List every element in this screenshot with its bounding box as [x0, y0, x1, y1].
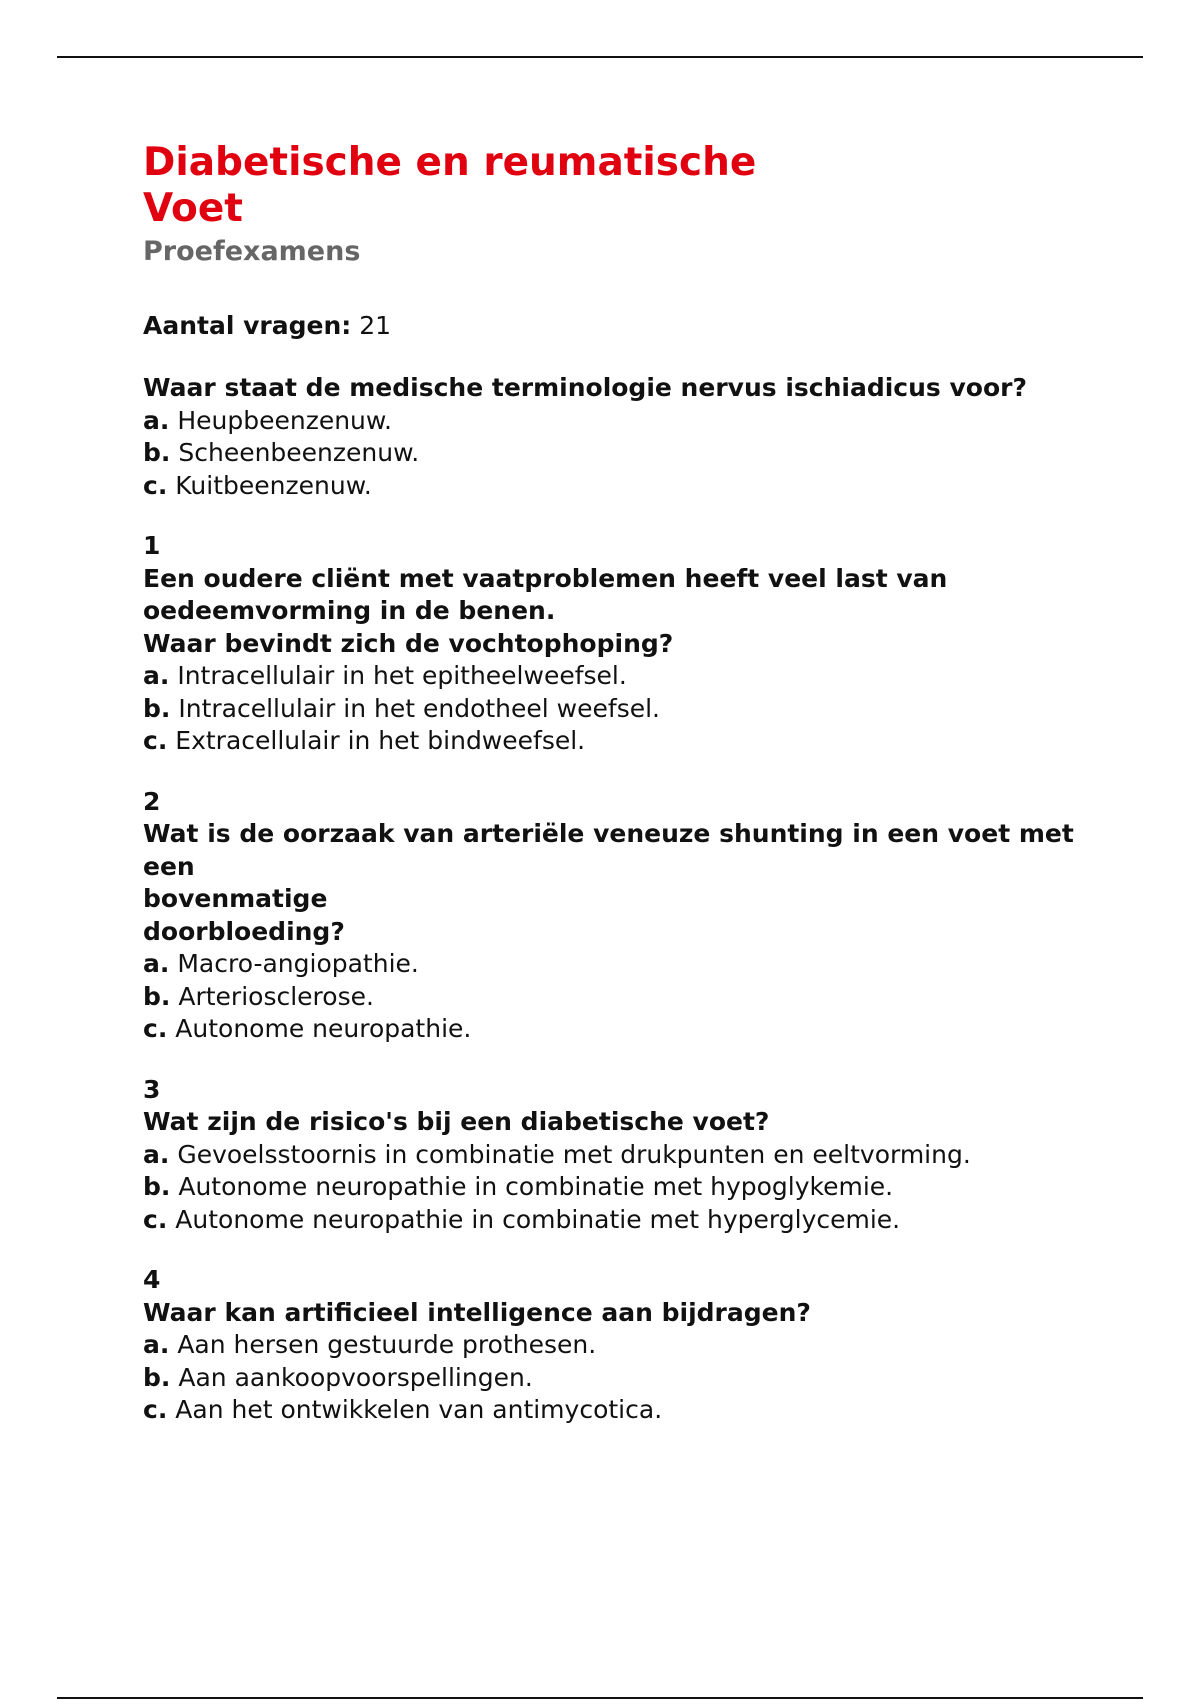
answer-option-letter: b.	[143, 981, 171, 1011]
answer-option	[143, 660, 1103, 693]
question-text: Waar staat de medische terminologie nervus ischiadicus voor?	[143, 373, 1027, 402]
question-count-label: Aantal vragen:	[143, 311, 352, 340]
answer-option-text: Aan het ontwikkelen van antimycotica.	[175, 1395, 663, 1424]
answer-option-letter: a.	[143, 949, 170, 978]
answer-option-text: Aan hersen gestuurde prothesen.	[177, 1330, 597, 1359]
document-subtitle: Proefexamens	[143, 236, 361, 267]
answer-option-text: Extracellulair in het bindweefsel.	[175, 726, 586, 755]
top-rule	[57, 56, 1143, 58]
answer-option	[143, 1362, 1103, 1395]
answer-option-text: Intracellulair in het epitheelweefsel.	[177, 661, 627, 690]
question-text: bovenmatige	[143, 884, 328, 913]
answer-option	[143, 1171, 1103, 1204]
question-number: 4	[143, 1265, 161, 1294]
answer-option-letter: c.	[143, 1014, 168, 1043]
answer-option	[143, 437, 1103, 470]
answer-option	[143, 1013, 1103, 1046]
answer-option-text: Aan aankoopvoorspellingen.	[178, 1362, 533, 1392]
question-count-value: 21	[359, 311, 392, 340]
answer-option	[143, 725, 1103, 758]
answer-option-text: Arteriosclerose.	[178, 981, 374, 1011]
question-text: Wat zijn de risico's bij een diabetische voet?	[143, 1107, 770, 1136]
answer-option-text: Autonome neuropathie.	[175, 1014, 472, 1043]
answer-option-text: Kuitbeenzenuw.	[175, 470, 372, 500]
question-block	[143, 786, 1103, 1046]
question-block	[143, 1074, 1103, 1237]
question-number: 1	[143, 531, 161, 560]
answer-option-letter: c.	[143, 726, 168, 755]
answer-option-text: Autonome neuropathie in combinatie met hyperglycemie.	[175, 1204, 901, 1234]
answer-option	[143, 405, 1103, 438]
question-text: Wat is de oorzaak van arteriële veneuze shunting in een voet met een	[143, 819, 1074, 881]
question-text: Waar kan artificieel intelligence aan bijdragen?	[143, 1297, 811, 1327]
answer-option-letter: a.	[143, 405, 170, 435]
bottom-rule	[57, 1697, 1143, 1699]
answer-option	[143, 1204, 1103, 1237]
answer-option	[143, 1394, 1103, 1427]
question-text: doorbloeding?	[143, 916, 345, 946]
question-block	[143, 372, 1103, 502]
answer-option-letter: c.	[143, 1395, 168, 1424]
answer-option	[143, 1139, 1103, 1172]
question-text: oedeemvorming in de benen.	[143, 596, 556, 625]
answer-option-text: Scheenbeenzenuw.	[178, 438, 420, 467]
answer-option-letter: a.	[143, 1330, 170, 1359]
question-count	[143, 310, 1103, 342]
answer-option-letter: a.	[143, 661, 170, 690]
answer-option	[143, 981, 1103, 1014]
answer-option-letter: c.	[143, 1204, 168, 1234]
answer-option-letter: b.	[143, 1172, 171, 1201]
question-block	[143, 530, 1103, 758]
answer-option	[143, 693, 1103, 726]
answer-option-text: Gevoelsstoornis in combinatie met drukpunten en eeltvorming.	[177, 1139, 971, 1169]
answer-option-text: Autonome neuropathie in combinatie met hypoglykemie.	[178, 1172, 894, 1201]
answer-option	[143, 1329, 1103, 1362]
question-number: 2	[143, 786, 161, 816]
answer-option-text: Macro-angiopathie.	[177, 949, 419, 978]
question-number: 3	[143, 1074, 161, 1104]
answer-option	[143, 948, 1103, 981]
question-list	[143, 372, 1103, 1427]
answer-option-text: Intracellulair in het endotheel weefsel.	[178, 693, 660, 723]
question-block	[143, 1264, 1103, 1427]
question-text: Waar bevindt zich de vochtophoping?	[143, 628, 674, 658]
answer-option-letter: b.	[143, 1362, 171, 1392]
answer-option-letter: b.	[143, 693, 171, 723]
document-page	[143, 140, 1103, 1427]
answer-option-letter: b.	[143, 438, 171, 467]
answer-option-text: Heupbeenzenuw.	[177, 405, 392, 435]
question-text: Een oudere cliënt met vaatproblemen heeft veel last van	[143, 563, 948, 593]
answer-option	[143, 470, 1103, 503]
answer-option-letter: a.	[143, 1139, 170, 1169]
answer-option-letter: c.	[143, 470, 168, 500]
document-title: Diabetische en reumatische Voet	[143, 140, 757, 231]
